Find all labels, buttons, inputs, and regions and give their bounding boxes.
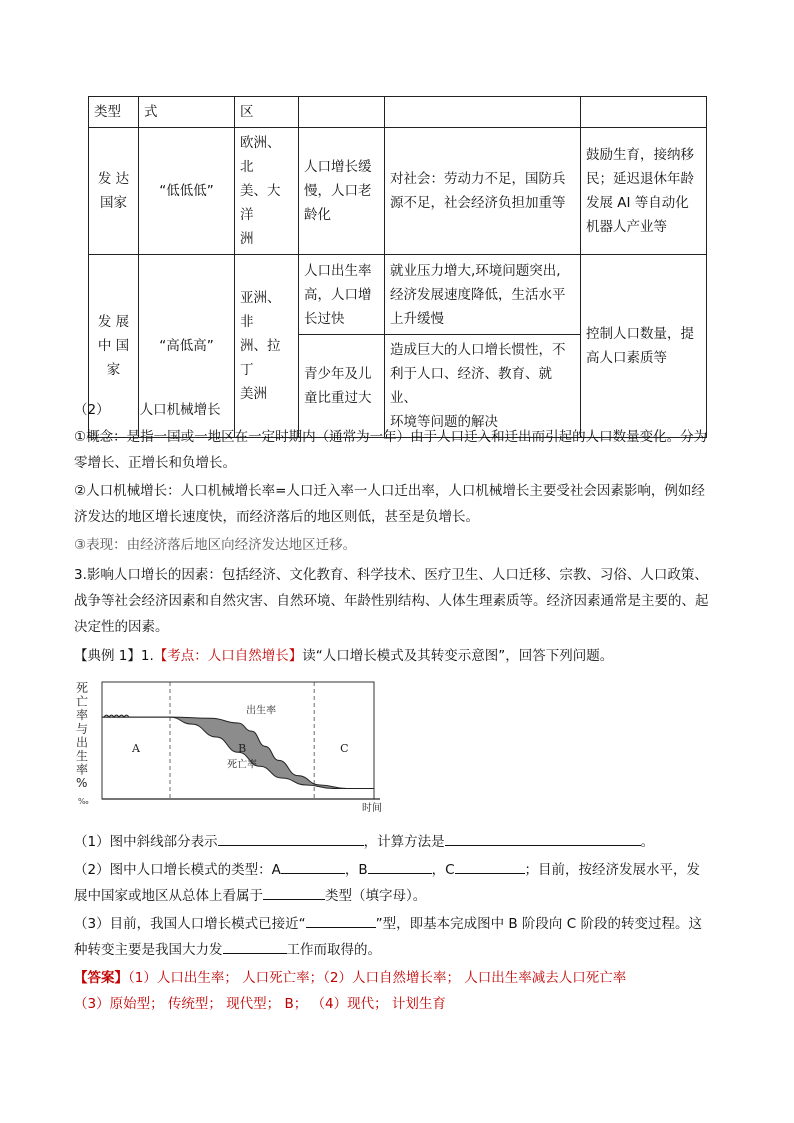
table-row-developed [89, 128, 707, 255]
y-axis-label-char: 生 [76, 749, 89, 763]
question-3 [74, 911, 714, 937]
section2-performance: ③表现：由经济落后地区向经济发达地区迁移。 [74, 537, 357, 553]
cell-feature: 人口出生率 高，人口增 长过快 [299, 255, 385, 335]
question-text: ，B [344, 862, 368, 878]
cell-feature: 青少年及儿 童比重过大 [299, 335, 385, 438]
question-text: ，计算方法是 [363, 834, 445, 850]
y-axis-label-char: 率 [76, 708, 89, 723]
question-text: 。 [640, 834, 655, 850]
answer-blank [306, 912, 376, 928]
section2-formula: ②人口机械增长：人口机械增长率=人口迁入率一人口迁出率，人口机械增长主要受社会因素影响，例如经济发达的地区增长速度快，而经济落后的地区则低，甚至是负增长。 [74, 483, 705, 525]
cell-measure: 鼓励生育，接纳移 民；延迟退休年龄 发展 AI 等自动化 机器人产业等 [581, 128, 707, 255]
population-chart [74, 676, 394, 816]
question-text: （1）图中斜线部分表示 [74, 834, 218, 850]
y-axis-label-char: % [76, 776, 88, 791]
cell-impact: 造成巨大的人口增长惯性，不 利于人口、经济、教育、就业、 环境等问题的解决 [385, 335, 581, 438]
cell-impact: 对社会：劳动力不足，国防兵 源不足，社会经济负担加重等 [385, 128, 581, 255]
section2-title: 人口机械增长 [139, 402, 221, 418]
x-axis-label: 时间 [362, 803, 382, 814]
table-row-developing-a [89, 255, 707, 335]
header-cell [581, 97, 707, 128]
question-text: 类型（填字母）。 [325, 888, 427, 904]
answer-blank [281, 858, 345, 874]
header-cell: 类型 [89, 97, 139, 128]
answer-tag: 【答案】 [74, 970, 128, 986]
table-header-row [89, 97, 707, 128]
cell-feature: 人口增长缓 慢，人口老 龄化 [299, 128, 385, 255]
section2-heading [74, 397, 714, 423]
answer-text: （1）人口出生率； 人口死亡率；（2）人口自然增长率； 人口出生率减去人口死亡率 [128, 970, 627, 986]
answer-blank [263, 884, 325, 900]
section3-factors: 3.影响人口增长的因素：包括经济、文化教育、科学技术、医疗卫生、人口迁移、宗教、习俗、人口政策、战争等社会经济因素和自然灾害、自然环境、年龄性别结构、人体生理素质等。经济因素通常是主要的、起决定性的因素。 [74, 567, 709, 635]
example-heading [74, 643, 714, 669]
question-2-cont [74, 883, 714, 909]
answer-blank [223, 938, 287, 954]
question-text: ；目前，按经济发展水平，发 [524, 862, 701, 878]
cell-measure: 控制人口数量，提 高人口素质等 [581, 255, 707, 438]
header-cell [385, 97, 581, 128]
y-unit-mark: ‰ [78, 797, 89, 806]
question-text: ”型，即基本完成图中 B 阶段向 C 阶段的转变过程。这 [375, 916, 702, 932]
stage-label: A [132, 742, 140, 756]
cell-region: 亚洲、非 洲、拉丁 美洲 [235, 255, 299, 438]
death-rate-label: 死亡率 [227, 759, 258, 771]
y-axis-label-char: 与 [76, 721, 89, 736]
section2-num: （2） [74, 402, 110, 418]
answer-blank [445, 830, 641, 846]
question-text: ，C [431, 862, 455, 878]
example-prefix: 【典例 1】1. [74, 648, 154, 664]
example-tag: 【考点：人口自然增长】 [153, 648, 303, 664]
population-table [88, 96, 707, 438]
header-cell: 区 [235, 97, 299, 128]
y-axis-label-char: 率 [76, 762, 89, 777]
header-cell [299, 97, 385, 128]
birth-rate-label: 出生率 [246, 705, 277, 717]
y-axis-label-char: 亡 [76, 694, 89, 709]
question-2 [74, 857, 714, 883]
answer-blank [455, 858, 525, 874]
question-text: （2）图中人口增长模式的类型：A [74, 862, 281, 878]
y-axis-label-char: 死 [76, 681, 89, 695]
cell-type: 发 展 中 国 家 [89, 255, 139, 438]
answer-blank [368, 858, 432, 874]
cell-impact: 就业压力增大,环境问题突出, 经济发展速度降低，生活水平 上升缓慢 [385, 255, 581, 335]
cell-type: 发 达 国家 [89, 128, 139, 255]
answer-blank [218, 830, 364, 846]
section2-concept: ①概念：是指一国或一地区在一定时期内（通常为一年）由于人口迁入和迁出而引起的人口数量变化。分为零增长、正增长和负增长。 [74, 429, 708, 471]
cell-mode: “低低低” [139, 128, 235, 255]
y-axis-label-char: 出 [76, 735, 89, 750]
header-cell: 式 [139, 97, 235, 128]
question-text: 种转变主要是我国大力发 [74, 942, 223, 958]
question-text: （3）目前，我国人口增长模式已接近“ [74, 916, 306, 932]
question-3-cont [74, 937, 714, 963]
question-1 [74, 829, 714, 855]
question-text: 展中国家或地区从总体上看属于 [74, 888, 263, 904]
stage-label: C [340, 742, 349, 756]
question-text: 工作而取得的。 [286, 942, 381, 958]
answer-line-2: （3）原始型； 传统型； 现代型； B； （4）现代； 计划生育 [74, 996, 446, 1012]
cell-region: 欧洲、北 美、大洋 洲 [235, 128, 299, 255]
cell-mode: “高低高” [139, 255, 235, 438]
stage-label: B [238, 742, 247, 756]
answer-line-1 [74, 965, 714, 991]
example-text: 读“人口增长模式及其转变示意图”，回答下列问题。 [302, 648, 614, 664]
